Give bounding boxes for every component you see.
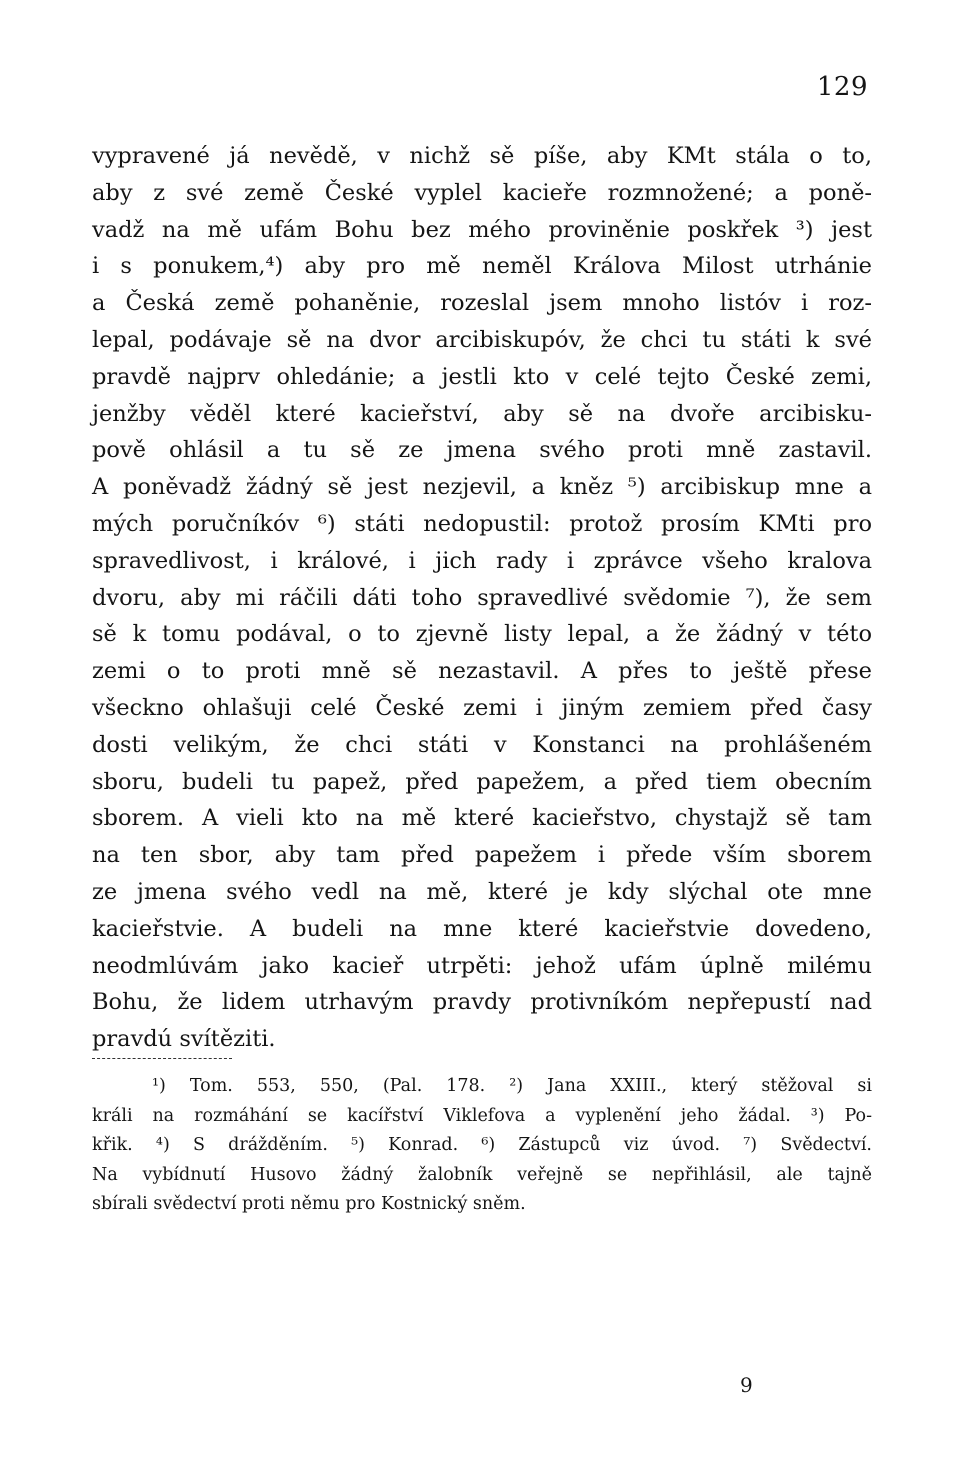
body-line: spravedlivost, i králové, i jich rady i zprávce všeho kralova [92,547,872,574]
body-line: dosti velikým, že chci státi v Konstanci na prohlášeném [92,731,872,758]
footnote-line: sbírali svědectví proti němu pro Kostnický sněm. [92,1194,526,1214]
body-line: mých poručníkóv ⁶) státi nedopustil: protož prosím KMti pro [92,510,872,537]
body-line: Bohu, že lidem utrhavým pravdy protivníkóm nepřepustí nad [92,989,872,1016]
body-line: sborem. A vieli kto na mě které kacieřstvo, chystajž sě tam [92,805,872,832]
footnote-separator [92,1058,232,1059]
body-line: pravdě najprv ohledánie; a jestli kto v celé tejto České zemi, [92,363,872,390]
body-line: kacieřstvie. A budeli na mne které kacieřstvie dovedeno, [92,915,872,942]
body-line: pově ohlásil a tu sě ze jmena svého proti mně zastavil. [92,437,872,464]
body-line: na ten sbor, aby tam před papežem i přede vším sborem [92,842,872,869]
body-line: vadž na mě ufám Bohu bez mého proviněnie poskřek ³) jest [92,216,872,243]
footnote-line: křik. ⁴) S drážděním. ⁵) Konrad. ⁶) Zástupců viz úvod. ⁷) Svědectví. [92,1135,872,1155]
body-line: A poněvadž žádný sě jest nezjevil, a kněz ⁵) arcibiskup mne a [92,474,872,501]
body-line: sě k tomu podával, o to zjevně listy lepal, a že žádný v této [92,621,872,648]
footnote-line: králi na rozmáhání se kacířství Viklefova a vyplenění jeho žádal. ³) Po- [92,1105,872,1126]
body-line: lepal, podávaje sě na dvor arcibiskupóv, že chci tu státi k své [92,326,872,353]
body-line: neodmlúvám jako kacieř utrpěti: jehož ufám úplně milému [92,952,872,979]
body-line: ze jmena svého vedl na mě, které je kdy slýchal ote mne [92,878,872,905]
footnote-line: Na vybídnutí Husovo žádný žalobník veřejně se nepřihlásil, ale tajně [92,1164,872,1185]
signature-mark: 9 [740,1373,753,1397]
body-line: jenžby věděl které kacieřství, aby sě na dvoře arcibisku- [92,400,872,427]
body-text [92,138,872,1058]
page-number: 129 [816,72,868,102]
body-line: zemi o to proti mně sě nezastavil. A přes to ještě přese [92,658,872,685]
body-line: a Česká země pohaněnie, rozeslal jsem mnoho listóv i roz- [92,290,872,317]
body-line: i s ponukem,⁴) aby pro mě neměl Králova Milost utrhánie [92,253,872,280]
footnotes [92,1072,872,1220]
body-line: sboru, budeli tu papež, před papežem, a před tiem obecním [92,768,872,795]
body-line: dvoru, aby mi ráčili dáti toho spravedlivé svědomie ⁷), že sem [92,584,872,611]
body-line: aby z své země České vyplel kacieře rozmnožené; a poně- [92,179,872,206]
footnote-line: ¹) Tom. 553, 550, (Pal. 178. ²) Jana XXIII., který stěžoval si [152,1076,872,1096]
body-line: všeckno ohlašuji celé České zemi i jiným zemiem před časy [92,694,872,721]
body-line: pravdú svítěziti. [92,1026,276,1053]
body-line: vypravené já nevědě, v nichž sě píše, aby KMt stála o to, [92,143,872,169]
